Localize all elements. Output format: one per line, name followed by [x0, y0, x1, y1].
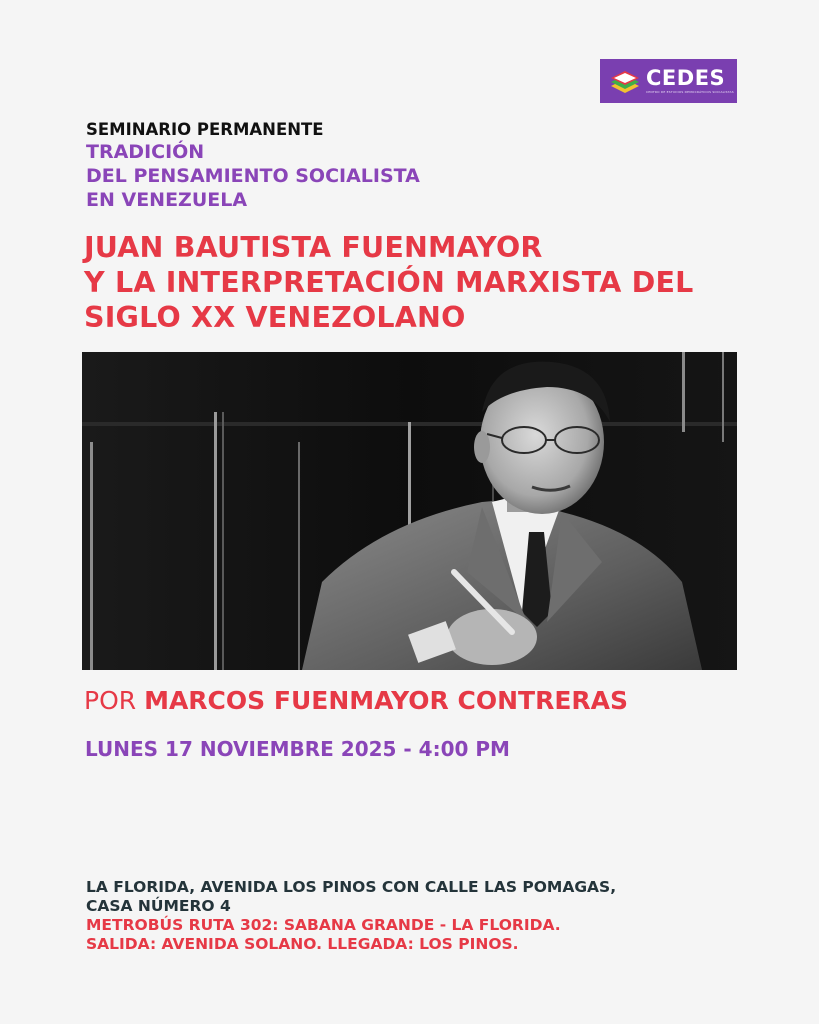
address-line-1: LA FLORIDA, AVENIDA LOS PINOS CON CALLE LAS POMAGAS,: [86, 878, 617, 896]
logo-text: CEDES: [646, 66, 726, 90]
seminar-label: SEMINARIO PERMANENTE: [86, 120, 324, 139]
speaker-name: MARCOS FUENMAYOR CONTRERAS: [144, 686, 629, 715]
series-line-2: DEL PENSAMIENTO SOCIALISTA: [86, 165, 420, 187]
lecture-title: [84, 230, 693, 335]
series-line-3: EN VENEZUELA: [86, 189, 248, 211]
speaker-line: [84, 686, 628, 716]
portrait-photo: [82, 352, 737, 670]
title-line-1: JUAN BAUTISTA FUENMAYOR: [84, 231, 543, 264]
speaker-prefix: POR: [84, 686, 137, 715]
book-stack-icon: [608, 66, 642, 96]
transit-line-2: SALIDA: AVENIDA SOLANO. LLEGADA: LOS PINOS.: [86, 935, 519, 953]
title-line-2: Y LA INTERPRETACIÓN MARXISTA DEL: [84, 266, 694, 299]
transit-line-1: METROBÚS RUTA 302: SABANA GRANDE - LA FLORIDA.: [86, 916, 561, 934]
seminar-heading: [86, 120, 420, 212]
cedes-logo: [600, 59, 737, 103]
address-line-2: CASA NÚMERO 4: [86, 897, 231, 915]
series-line-1: TRADICIÓN: [86, 141, 205, 163]
title-line-3: SIGLO XX VENEZOLANO: [84, 301, 466, 334]
logo-tagline: CENTRO DE ESTUDIOS DEMOCRÁTICOS SOCIALISTAS: [646, 90, 734, 94]
event-date-time: LUNES 17 NOVIEMBRE 2025 - 4:00 PM: [85, 737, 510, 761]
location-block: [86, 878, 616, 954]
